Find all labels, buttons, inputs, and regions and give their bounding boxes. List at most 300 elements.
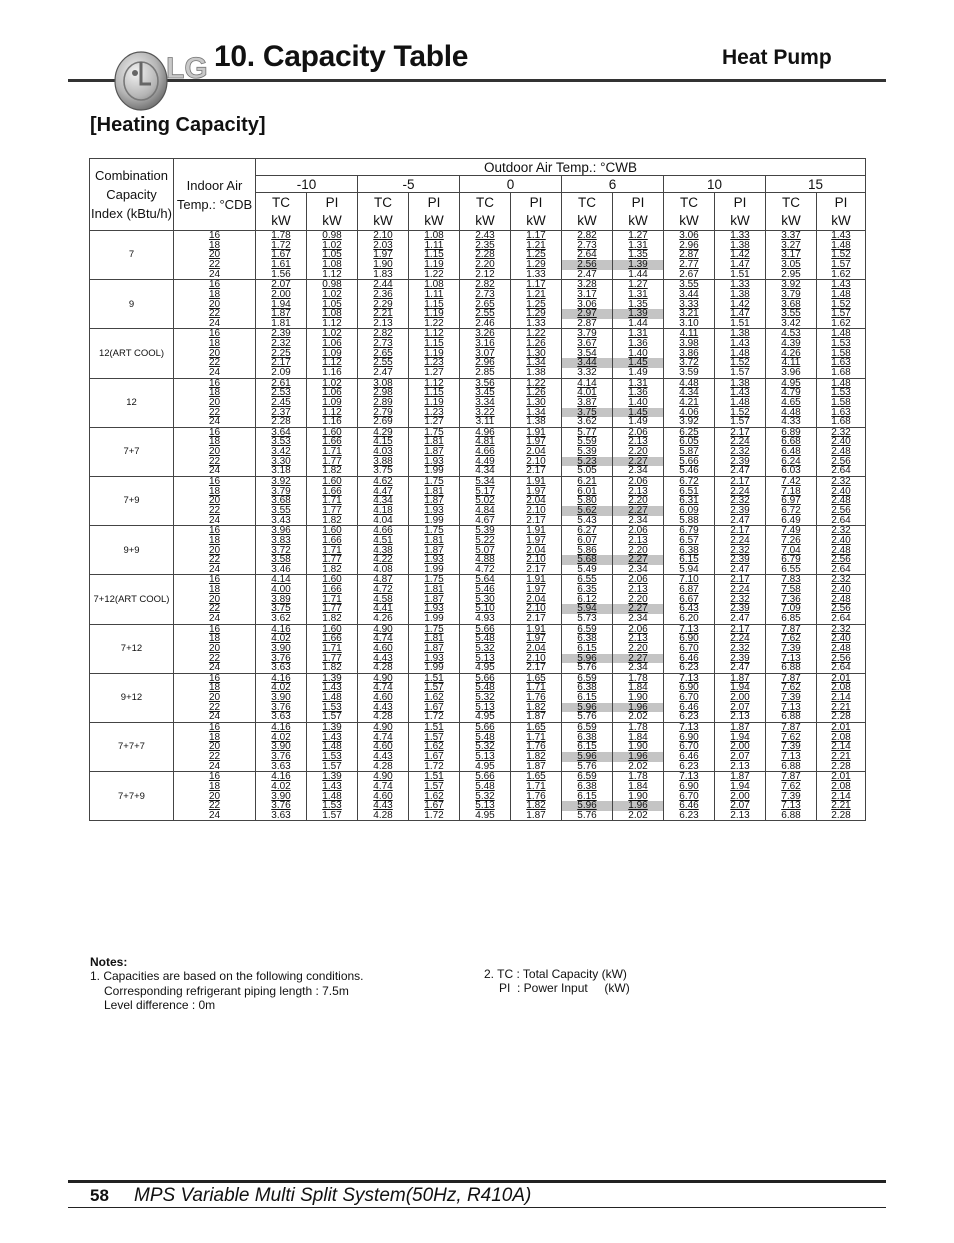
tc-value-cell: 4.28 <box>358 712 409 722</box>
pi-value-cell: 2.56 <box>817 654 866 664</box>
indoor-temp-cell: 22 <box>174 703 256 713</box>
tc-header: TC <box>664 193 715 212</box>
tc-value-cell: 2.82 <box>358 329 409 339</box>
tc-value-cell: 2.73 <box>460 290 511 300</box>
indoor-temp-cell: 20 <box>174 496 256 506</box>
pi-header: PI <box>409 193 460 212</box>
tc-value-cell: 4.34 <box>460 466 511 476</box>
indoor-temp-cell: 22 <box>174 309 256 319</box>
indoor-temp-cell: 24 <box>174 417 256 427</box>
pi-value-cell: 1.87 <box>409 496 460 506</box>
tc-value-cell: 4.95 <box>460 712 511 722</box>
pi-value-cell: 2.13 <box>715 712 766 722</box>
tc-value-cell: 6.90 <box>664 733 715 743</box>
pi-value-cell: 1.71 <box>511 733 562 743</box>
tc-value-cell: 2.21 <box>358 309 409 319</box>
tc-value-cell: 5.17 <box>460 487 511 497</box>
pi-value-cell: 1.71 <box>307 546 358 556</box>
tc-value-cell: 5.05 <box>562 466 613 476</box>
tc-value-cell: 6.09 <box>664 506 715 516</box>
pi-value-cell: 2.39 <box>715 506 766 516</box>
tc-value-cell: 4.47 <box>358 487 409 497</box>
tc-value-cell: 6.12 <box>562 595 613 605</box>
tc-value-cell: 6.59 <box>562 772 613 782</box>
pi-value-cell: 1.87 <box>715 723 766 733</box>
indoor-temp-cell: 20 <box>174 447 256 457</box>
pi-value-cell: 1.78 <box>613 673 664 683</box>
pi-value-cell: 2.24 <box>715 487 766 497</box>
tc-value-cell: 4.16 <box>256 673 307 683</box>
indoor-header: Indoor Air Temp.: °CDB <box>174 159 256 231</box>
tc-value-cell: 6.70 <box>664 792 715 802</box>
tc-value-cell: 3.17 <box>562 290 613 300</box>
tc-value-cell: 6.67 <box>664 595 715 605</box>
indoor-temp-cell: 24 <box>174 762 256 772</box>
tc-value-cell: 3.72 <box>256 546 307 556</box>
indoor-temp-cell: 20 <box>174 693 256 703</box>
pi-value-cell: 1.02 <box>307 378 358 388</box>
pi-value-cell: 1.43 <box>307 782 358 792</box>
indoor-temp-cell: 18 <box>174 241 256 251</box>
tc-value-cell: 2.96 <box>664 241 715 251</box>
tc-value-cell: 4.43 <box>358 752 409 762</box>
unit-header: kW <box>562 211 613 231</box>
tc-value-cell: 2.95 <box>766 270 817 280</box>
tc-value-cell: 6.38 <box>562 733 613 743</box>
tc-value-cell: 5.66 <box>664 457 715 467</box>
pi-value-cell: 1.48 <box>715 398 766 408</box>
pi-value-cell: 1.60 <box>307 575 358 585</box>
pi-value-cell: 2.13 <box>613 585 664 595</box>
pi-value-cell: 2.13 <box>613 487 664 497</box>
pi-value-cell: 2.32 <box>715 595 766 605</box>
tc-value-cell: 5.34 <box>460 477 511 487</box>
tc-value-cell: 2.82 <box>562 231 613 241</box>
pi-value-cell: 1.75 <box>409 624 460 634</box>
tc-value-cell: 3.90 <box>256 792 307 802</box>
pi-value-cell: 1.43 <box>715 339 766 349</box>
pi-value-cell: 2.21 <box>817 801 866 811</box>
pi-value-cell: 1.33 <box>511 319 562 329</box>
tc-value-cell: 5.30 <box>460 595 511 605</box>
pi-value-cell: 2.47 <box>715 614 766 624</box>
tc-value-cell: 2.46 <box>460 319 511 329</box>
tc-value-cell: 7.39 <box>766 792 817 802</box>
tc-value-cell: 6.46 <box>664 752 715 762</box>
tc-value-cell: 2.79 <box>358 408 409 418</box>
tc-value-cell: 3.07 <box>460 349 511 359</box>
pi-value-cell: 1.62 <box>409 742 460 752</box>
indoor-temp-cell: 18 <box>174 683 256 693</box>
pi-value-cell: 2.20 <box>613 496 664 506</box>
outdoor-header: Outdoor Air Temp.: °CWB <box>256 159 866 176</box>
tc-value-cell: 3.72 <box>664 358 715 368</box>
pi-value-cell: 1.71 <box>511 683 562 693</box>
tc-value-cell: 3.63 <box>256 762 307 772</box>
pi-value-cell: 1.43 <box>817 280 866 290</box>
tc-value-cell: 2.29 <box>358 299 409 309</box>
pi-value-cell: 2.27 <box>613 604 664 614</box>
indoor-temp-cell: 16 <box>174 575 256 585</box>
pi-value-cell: 1.93 <box>409 457 460 467</box>
combination-label: 7+12 <box>90 624 174 673</box>
pi-value-cell: 2.02 <box>613 762 664 772</box>
indoor-temp-cell: 22 <box>174 801 256 811</box>
pi-value-cell: 1.97 <box>511 634 562 644</box>
pi-value-cell: 2.06 <box>613 624 664 634</box>
pi-value-cell: 2.32 <box>817 624 866 634</box>
pi-value-cell: 2.17 <box>715 526 766 536</box>
indoor-temp-cell: 16 <box>174 427 256 437</box>
pi-value-cell: 1.36 <box>613 388 664 398</box>
pi-value-cell: 1.84 <box>613 733 664 743</box>
tc-value-cell: 5.64 <box>460 575 511 585</box>
tc-value-cell: 3.06 <box>562 299 613 309</box>
tc-value-cell: 6.43 <box>664 604 715 614</box>
pi-value-cell: 2.10 <box>511 604 562 614</box>
combination-label: 7+9 <box>90 477 174 526</box>
pi-value-cell: 1.99 <box>409 565 460 575</box>
combination-label: 7+7+9 <box>90 772 174 821</box>
pi-value-cell: 1.53 <box>817 388 866 398</box>
pi-value-cell: 2.27 <box>613 457 664 467</box>
pi-value-cell: 1.68 <box>817 417 866 427</box>
pi-value-cell: 1.58 <box>817 349 866 359</box>
tc-value-cell: 2.43 <box>460 231 511 241</box>
pi-value-cell: 1.38 <box>715 290 766 300</box>
indoor-temp-cell: 16 <box>174 280 256 290</box>
indoor-temp-cell: 16 <box>174 477 256 487</box>
pi-value-cell: 1.97 <box>511 487 562 497</box>
indoor-temp-cell: 20 <box>174 595 256 605</box>
pi-value-cell: 1.27 <box>613 280 664 290</box>
pi-value-cell: 2.28 <box>817 712 866 722</box>
tc-value-cell: 4.08 <box>358 565 409 575</box>
tc-value-cell: 2.65 <box>358 349 409 359</box>
pi-value-cell: 2.14 <box>817 742 866 752</box>
tc-value-cell: 1.61 <box>256 260 307 270</box>
tc-value-cell: 4.28 <box>358 811 409 821</box>
tc-value-cell: 4.02 <box>256 634 307 644</box>
tc-value-cell: 5.48 <box>460 683 511 693</box>
table-row <box>90 270 866 280</box>
tc-value-cell: 4.51 <box>358 536 409 546</box>
tc-value-cell: 4.49 <box>460 457 511 467</box>
pi-value-cell: 1.33 <box>511 270 562 280</box>
pi-value-cell: 1.29 <box>511 260 562 270</box>
indoor-temp-cell: 24 <box>174 466 256 476</box>
pi-value-cell: 2.01 <box>817 723 866 733</box>
note-1-line-2: Corresponding refrigerant piping length : 7.5m <box>104 983 349 998</box>
pi-value-cell: 1.12 <box>307 358 358 368</box>
tc-value-cell: 4.14 <box>562 378 613 388</box>
pi-value-cell: 1.66 <box>307 487 358 497</box>
tc-value-cell: 5.02 <box>460 496 511 506</box>
pi-value-cell: 2.14 <box>817 693 866 703</box>
pi-value-cell: 2.17 <box>511 565 562 575</box>
tc-value-cell: 6.38 <box>562 634 613 644</box>
tc-value-cell: 6.07 <box>562 536 613 546</box>
page-number: 58 <box>90 1186 109 1205</box>
tc-value-cell: 7.42 <box>766 477 817 487</box>
tc-value-cell: 4.62 <box>358 477 409 487</box>
tc-value-cell: 5.48 <box>460 634 511 644</box>
pi-value-cell: 1.27 <box>409 368 460 378</box>
tc-value-cell: 4.74 <box>358 683 409 693</box>
pi-value-cell: 2.32 <box>715 496 766 506</box>
indoor-temp-cell: 20 <box>174 742 256 752</box>
pi-value-cell: 1.08 <box>307 260 358 270</box>
tc-value-cell: 3.96 <box>256 526 307 536</box>
indoor-temp-cell: 16 <box>174 526 256 536</box>
pi-value-cell: 1.31 <box>613 290 664 300</box>
indoor-temp-cell: 16 <box>174 673 256 683</box>
pi-value-cell: 1.30 <box>511 398 562 408</box>
pi-value-cell: 1.51 <box>715 270 766 280</box>
pi-value-cell: 0.98 <box>307 231 358 241</box>
pi-value-cell: 2.28 <box>817 811 866 821</box>
pi-value-cell: 1.66 <box>307 536 358 546</box>
pi-value-cell: 1.40 <box>613 398 664 408</box>
indoor-temp-cell: 22 <box>174 752 256 762</box>
tc-value-cell: 3.44 <box>664 290 715 300</box>
pi-value-cell: 2.24 <box>715 437 766 447</box>
tc-value-cell: 7.09 <box>766 604 817 614</box>
pi-value-cell: 1.87 <box>511 762 562 772</box>
outdoor-temp-header: -10 <box>256 176 358 193</box>
indoor-temp-cell: 24 <box>174 614 256 624</box>
pi-value-cell: 1.90 <box>613 792 664 802</box>
tc-value-cell: 6.21 <box>562 477 613 487</box>
tc-value-cell: 3.76 <box>256 703 307 713</box>
tc-value-cell: 6.23 <box>664 762 715 772</box>
pi-value-cell: 1.81 <box>409 437 460 447</box>
tc-value-cell: 5.66 <box>460 723 511 733</box>
tc-value-cell: 6.03 <box>766 466 817 476</box>
pi-value-cell: 1.39 <box>307 673 358 683</box>
pi-value-cell: 1.65 <box>511 723 562 733</box>
pi-value-cell: 2.32 <box>715 546 766 556</box>
tc-value-cell: 3.75 <box>562 408 613 418</box>
tc-value-cell: 4.72 <box>358 585 409 595</box>
pi-value-cell: 1.44 <box>613 270 664 280</box>
tc-value-cell: 4.84 <box>460 506 511 516</box>
tc-value-cell: 3.33 <box>664 299 715 309</box>
tc-value-cell: 7.13 <box>766 703 817 713</box>
pi-value-cell: 1.94 <box>715 683 766 693</box>
unit-header: kW <box>460 211 511 231</box>
pi-value-cell: 1.49 <box>613 417 664 427</box>
tc-value-cell: 3.22 <box>460 408 511 418</box>
pi-value-cell: 1.71 <box>307 447 358 457</box>
pi-value-cell: 2.32 <box>817 477 866 487</box>
tc-value-cell: 3.06 <box>664 231 715 241</box>
pi-value-cell: 2.27 <box>613 555 664 565</box>
pi-header: PI <box>715 193 766 212</box>
pi-value-cell: 1.90 <box>613 693 664 703</box>
tc-value-cell: 4.34 <box>664 388 715 398</box>
pi-value-cell: 2.28 <box>817 762 866 772</box>
pi-value-cell: 1.82 <box>511 703 562 713</box>
pi-value-cell: 1.99 <box>409 663 460 673</box>
tc-value-cell: 3.56 <box>460 378 511 388</box>
indoor-temp-cell: 22 <box>174 358 256 368</box>
pi-value-cell: 2.40 <box>817 634 866 644</box>
pi-value-cell: 2.06 <box>613 427 664 437</box>
tc-value-cell: 3.44 <box>562 358 613 368</box>
tc-value-cell: 5.96 <box>562 703 613 713</box>
indoor-temp-cell: 24 <box>174 319 256 329</box>
tc-value-cell: 5.94 <box>664 565 715 575</box>
tc-value-cell: 6.90 <box>664 634 715 644</box>
tc-value-cell: 4.02 <box>256 733 307 743</box>
tc-value-cell: 5.68 <box>562 555 613 565</box>
pi-value-cell: 1.08 <box>409 280 460 290</box>
pi-value-cell: 2.04 <box>511 546 562 556</box>
pi-value-cell: 1.96 <box>613 752 664 762</box>
tc-value-cell: 5.46 <box>460 585 511 595</box>
pi-value-cell: 1.91 <box>511 477 562 487</box>
pi-value-cell: 2.40 <box>817 536 866 546</box>
pi-value-cell: 1.76 <box>511 693 562 703</box>
pi-value-cell: 2.02 <box>613 712 664 722</box>
notes <box>90 955 870 1013</box>
tc-value-cell: 6.31 <box>664 496 715 506</box>
tc-value-cell: 2.55 <box>460 309 511 319</box>
tc-value-cell: 4.02 <box>256 683 307 693</box>
indoor-temp-cell: 16 <box>174 624 256 634</box>
indoor-temp-cell: 24 <box>174 368 256 378</box>
pi-value-cell: 1.53 <box>307 801 358 811</box>
indoor-temp-cell: 24 <box>174 811 256 821</box>
tc-value-cell: 5.43 <box>562 516 613 526</box>
tc-value-cell: 3.67 <box>562 339 613 349</box>
tc-value-cell: 5.07 <box>460 546 511 556</box>
pi-value-cell: 1.06 <box>307 339 358 349</box>
indoor-temp-cell: 22 <box>174 260 256 270</box>
pi-value-cell: 1.43 <box>307 683 358 693</box>
pi-value-cell: 1.51 <box>715 319 766 329</box>
pi-value-cell: 1.43 <box>307 733 358 743</box>
tc-value-cell: 7.87 <box>766 772 817 782</box>
tc-value-cell: 3.76 <box>256 654 307 664</box>
indoor-temp-cell: 16 <box>174 231 256 241</box>
indoor-temp-cell: 18 <box>174 290 256 300</box>
tc-value-cell: 2.85 <box>460 368 511 378</box>
pi-value-cell: 2.04 <box>511 447 562 457</box>
tc-value-cell: 3.89 <box>256 595 307 605</box>
pi-value-cell: 1.57 <box>307 762 358 772</box>
pi-value-cell: 1.27 <box>409 417 460 427</box>
note-1-line-3: Level difference : 0m <box>104 998 216 1013</box>
pi-value-cell: 1.76 <box>511 792 562 802</box>
pi-value-cell: 1.52 <box>817 299 866 309</box>
tc-header: TC <box>562 193 613 212</box>
combination-label: 12(ART COOL) <box>90 329 174 378</box>
pi-value-cell: 1.02 <box>307 329 358 339</box>
pi-value-cell: 1.09 <box>307 398 358 408</box>
pi-value-cell: 1.34 <box>511 408 562 418</box>
pi-value-cell: 1.91 <box>511 427 562 437</box>
tc-value-cell: 4.90 <box>358 624 409 634</box>
table-row <box>90 614 866 624</box>
table-header <box>90 159 866 231</box>
pi-value-cell: 1.66 <box>307 634 358 644</box>
tc-value-cell: 5.13 <box>460 654 511 664</box>
pi-value-cell: 1.60 <box>307 526 358 536</box>
pi-value-cell: 1.16 <box>307 417 358 427</box>
pi-value-cell: 1.87 <box>409 595 460 605</box>
tc-value-cell: 2.53 <box>256 388 307 398</box>
pi-value-cell: 2.02 <box>613 811 664 821</box>
pi-value-cell: 1.21 <box>511 241 562 251</box>
outdoor-temp-header: 0 <box>460 176 562 193</box>
pi-value-cell: 1.08 <box>307 309 358 319</box>
capacity-table <box>89 158 866 821</box>
outdoor-temp-header: -5 <box>358 176 460 193</box>
tc-value-cell: 4.16 <box>256 772 307 782</box>
pi-value-cell: 1.48 <box>817 378 866 388</box>
pi-value-cell: 1.97 <box>511 536 562 546</box>
tc-value-cell: 6.70 <box>664 644 715 654</box>
pi-value-cell: 1.77 <box>307 506 358 516</box>
tc-value-cell: 7.87 <box>766 723 817 733</box>
tc-value-cell: 7.39 <box>766 644 817 654</box>
combination-label: 9+12 <box>90 673 174 722</box>
pi-value-cell: 1.87 <box>715 673 766 683</box>
unit-header: kW <box>715 211 766 231</box>
pi-value-cell: 1.75 <box>409 427 460 437</box>
pi-value-cell: 2.20 <box>613 644 664 654</box>
tc-value-cell: 3.32 <box>562 368 613 378</box>
tc-value-cell: 2.96 <box>460 358 511 368</box>
combination-label: 9 <box>90 280 174 329</box>
pi-value-cell: 1.38 <box>511 368 562 378</box>
pi-value-cell: 1.99 <box>409 466 460 476</box>
pi-value-cell: 2.06 <box>613 575 664 585</box>
tc-value-cell: 7.62 <box>766 634 817 644</box>
tc-value-cell: 2.47 <box>562 270 613 280</box>
tc-value-cell: 7.13 <box>664 673 715 683</box>
pi-value-cell: 2.17 <box>715 427 766 437</box>
tc-value-cell: 4.74 <box>358 733 409 743</box>
tc-value-cell: 3.79 <box>766 290 817 300</box>
pi-value-cell: 1.72 <box>409 762 460 772</box>
pi-value-cell: 2.48 <box>817 595 866 605</box>
lg-logo-icon <box>108 40 218 120</box>
tc-value-cell: 2.32 <box>256 339 307 349</box>
indoor-temp-cell: 16 <box>174 772 256 782</box>
tc-value-cell: 1.56 <box>256 270 307 280</box>
tc-value-cell: 3.42 <box>256 447 307 457</box>
table-row <box>90 417 866 427</box>
tc-value-cell: 3.34 <box>460 398 511 408</box>
tc-value-cell: 5.13 <box>460 703 511 713</box>
pi-value-cell: 1.65 <box>511 772 562 782</box>
pi-value-cell: 2.47 <box>715 565 766 575</box>
tc-value-cell: 4.60 <box>358 644 409 654</box>
tc-value-cell: 3.27 <box>766 241 817 251</box>
tc-value-cell: 4.66 <box>358 526 409 536</box>
pi-value-cell: 1.52 <box>715 358 766 368</box>
pi-value-cell: 2.10 <box>511 506 562 516</box>
tc-value-cell: 5.32 <box>460 644 511 654</box>
pi-value-cell: 1.22 <box>409 270 460 280</box>
tc-value-cell: 7.13 <box>664 772 715 782</box>
indoor-temp-cell: 22 <box>174 555 256 565</box>
pi-value-cell: 2.40 <box>817 585 866 595</box>
tc-value-cell: 5.73 <box>562 614 613 624</box>
